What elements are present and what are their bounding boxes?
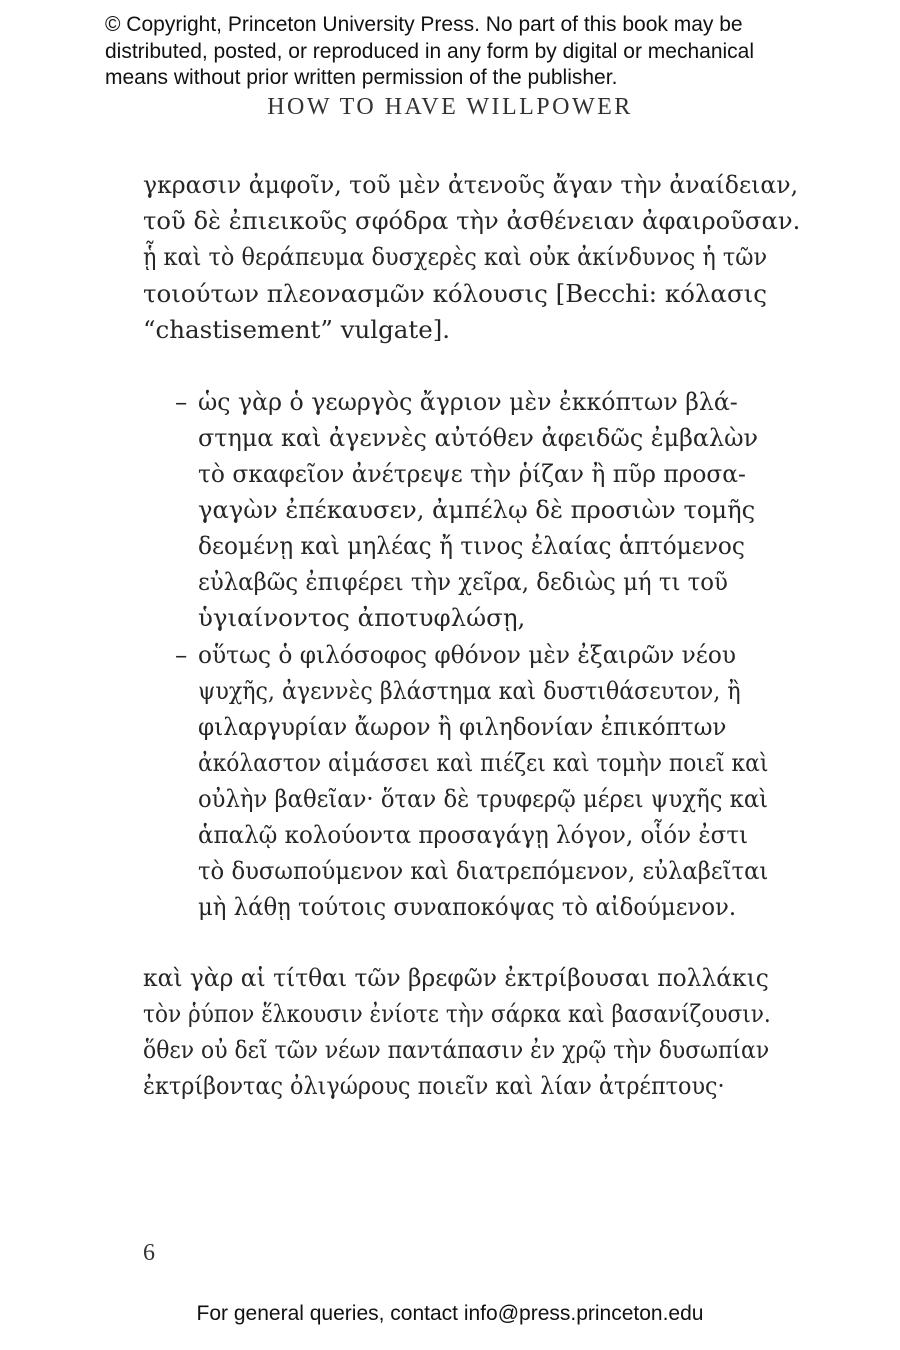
list-line: οὐλὴν βαθεῖαν· ὅταν δὲ τρυφερῷ μέρει ψυχῆς καὶ <box>198 784 769 813</box>
body-line: ἐκτρίβοντας ὀλιγώρους ποιεῖν καὶ λίαν ἀτρέπτους· <box>143 1071 725 1100</box>
list-line: δεομένῃ καὶ μηλέας ἤ τινος ἐλαίας ἁπτόμενος <box>198 531 745 560</box>
body-line: τὸν ῥύπον ἕλκουσιν ἐνίοτε τὴν σάρκα καὶ βασανίζουσιν. <box>143 999 771 1028</box>
body-line: τοιούτων πλεονασμῶν κόλουσις [Becchi: κόλασις <box>143 279 768 308</box>
list-line: ὡς γὰρ ὁ γεωργὸς ἄγριον μὲν ἐκκόπτων βλά- <box>198 387 738 416</box>
list-marker: – <box>175 640 188 669</box>
list-line: εὐλαβῶς ἐπιφέρει τὴν χεῖρα, δεδιὼς μή τι τοῦ <box>198 567 728 596</box>
list-line: μὴ λάθῃ τούτοις συναποκόψας τὸ αἰδούμενον. <box>198 892 737 921</box>
footer-contact: For general queries, contact info@press.princeton.edu <box>196 1302 704 1325</box>
list-line: οὕτως ὁ φιλόσοφος φθόνον μὲν ἐξαιρῶν νέου <box>198 640 736 669</box>
body-line: ὅθεν οὐ δεῖ τῶν νέων παντάπασιν ἐν χρῷ τὴν δυσωπίαν <box>143 1035 770 1064</box>
body-line: ᾗ καὶ τὸ θεράπευμα δυσχερὲς καὶ οὐκ ἀκίνδυνος ἡ τῶν <box>143 242 768 271</box>
body-line: καὶ γὰρ αἱ τίτθαι τῶν βρεφῶν ἐκτρίβουσαι πολλάκις <box>143 963 769 992</box>
list-line: τὸ σκαφεῖον ἀνέτρεψε τὴν ῥίζαν ἢ πῦρ προσα- <box>198 459 746 488</box>
list-line: ὑγιαίνοντος ἀποτυφλώσῃ, <box>198 603 526 632</box>
list-line: τὸ δυσωπούμενον καὶ διατρεπόμενον, εὐλαβεῖται <box>198 856 769 885</box>
copyright-line: distributed, posted, or reproduced in any form by digital or mechanical <box>105 39 755 63</box>
body-line: “chastisement” vulgate]. <box>143 315 451 344</box>
page-number: 6 <box>143 1240 155 1266</box>
list-line: ψυχῆς, ἀγεννὲς βλάστημα καὶ δυστιθάσευτον, ἢ <box>198 676 741 705</box>
copyright-line: means without prior written permission of the publisher. <box>105 66 618 89</box>
body-line: γκρασιν ἀμφοῖν, τοῦ μὲν ἀτενοῦς ἄγαν τὴν ἀναίδειαν, <box>143 170 799 199</box>
list-line: ἀκόλαστον αἱμάσσει καὶ πιέζει καὶ τομὴν ποιεῖ καὶ <box>198 748 769 777</box>
list-line: στημα καὶ ἀγεννὲς αὐτόθεν ἀφειδῶς ἐμβαλὼν <box>198 423 759 452</box>
list-line: γαγὼν ἐπέκαυσεν, ἀμπέλῳ δὲ προσιὼν τομῆς <box>198 495 756 524</box>
body-line: τοῦ δὲ ἐπιεικοῦς σφόδρα τὴν ἀσθένειαν ἀφαιροῦσαν. <box>143 206 801 235</box>
copyright-line: © Copyright, Princeton University Press. No part of this book may be <box>105 13 743 36</box>
running-head: HOW TO HAVE WILLPOWER <box>267 94 633 120</box>
list-line: ἁπαλῷ κολούοντα προσαγάγῃ λόγον, οἷόν ἐστι <box>198 820 749 849</box>
list-line: φιλαργυρίαν ἄωρον ἢ φιληδονίαν ἐπικόπτων <box>198 712 727 741</box>
copyright-notice <box>105 12 825 92</box>
list-marker: – <box>175 387 188 416</box>
